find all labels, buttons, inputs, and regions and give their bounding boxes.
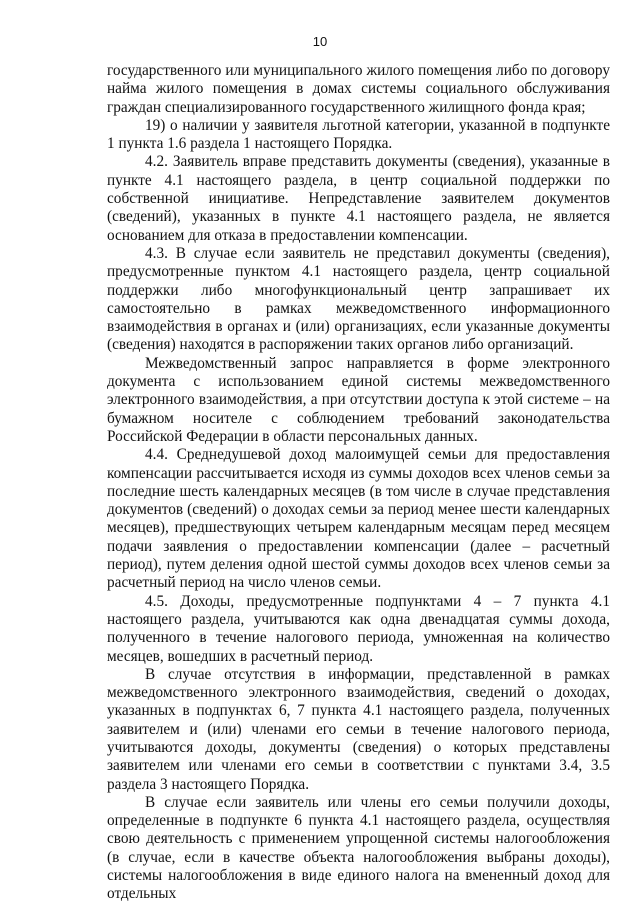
paragraph-tax-system-income: В случае если заявитель или члены его семьи получили доходы, определенные в подпункте 6 пункта 4.1 настоящего раздела, осуществляя свою деятельность с применением упрощенной системы налогообложения (в случае, если в качестве объекта налогообложения выбраны доходы), системы налогообложения в виде единого налога на вмененный доход для отдельных	[107, 793, 610, 903]
paragraph-4-2: 4.2. Заявитель вправе представить документы (сведения), указанные в пункте 4.1 настоящего раздела, в центр социальной поддержки по собственной инициативе. Непредставление заявителем документов (сведений), указанных в пункте 4.1 настоящего раздела, не является основанием для отказа в предоставлении компенсации.	[107, 153, 610, 244]
paragraph-4-5: 4.5. Доходы, предусмотренные подпунктами 4 – 7 пункта 4.1 настоящего раздела, учитываются как одна двенадцатая суммы дохода, полученного в течение налогового периода, умноженная на количество месяцев, вошедших в расчетный период.	[107, 592, 610, 665]
paragraph-item-19: 19) о наличии у заявителя льготной категории, указанной в подпункте 1 пункта 1.6 раздела 1 настоящего Порядка.	[107, 116, 610, 153]
page-number: 10	[312, 34, 328, 49]
document-body	[107, 62, 610, 904]
paragraph-continuation: государственного или муниципального жилого помещения либо по договору найма жилого помещения в домах системы социального обслуживания граждан специализированного государственного жилищного фонда края;	[107, 62, 610, 116]
paragraph-4-3: 4.3. В случае если заявитель не представил документы (сведения), предусмотренные пунктом 4.1 настоящего раздела, центр социальной поддержки либо многофункциональный центр запрашивает их самостоятельно в рамках межведомственного информационного взаимодействия в органах и (или) организациях, если указанные документы (сведения) находятся в распоряжении таких органов либо организаций.	[107, 244, 610, 354]
paragraph-interagency-request: Межведомственный запрос направляется в форме электронного документа с использованием единой системы межведомственного электронного взаимодействия, а при отсутствии доступа к этой системе – на бумажном носителе с соблюдением требований законодательства Российской Федерации в области персональных данных.	[107, 354, 610, 445]
paragraph-missing-income-info: В случае отсутствия в информации, представленной в рамках межведомственного электронного взаимодействия, сведений о доходах, указанных в подпунктах 6, 7 пункта 4.1 настоящего раздела, полученных заявителем и (или) членами его семьи в течение налогового периода, учитываются доходы, документы (сведения) о которых представлены заявителем или членами его семьи в соответствии с пунктами 3.4, 3.5 раздела 3 настоящего Порядка.	[107, 665, 610, 793]
paragraph-4-4: 4.4. Среднедушевой доход малоимущей семьи для предоставления компенсации рассчитывается исходя из суммы доходов всех членов семьи за последние шесть календарных месяцев (в том числе в случае представления документов (сведений) о доходах семьи за период менее шести календарных месяцев), предшествующих четырем календарным месяцам перед месяцем подачи заявления о предоставлении компенсации (далее – расчетный период), путем деления одной шестой суммы доходов всех членов семьи за расчетный период на число членов семьи.	[107, 446, 610, 592]
